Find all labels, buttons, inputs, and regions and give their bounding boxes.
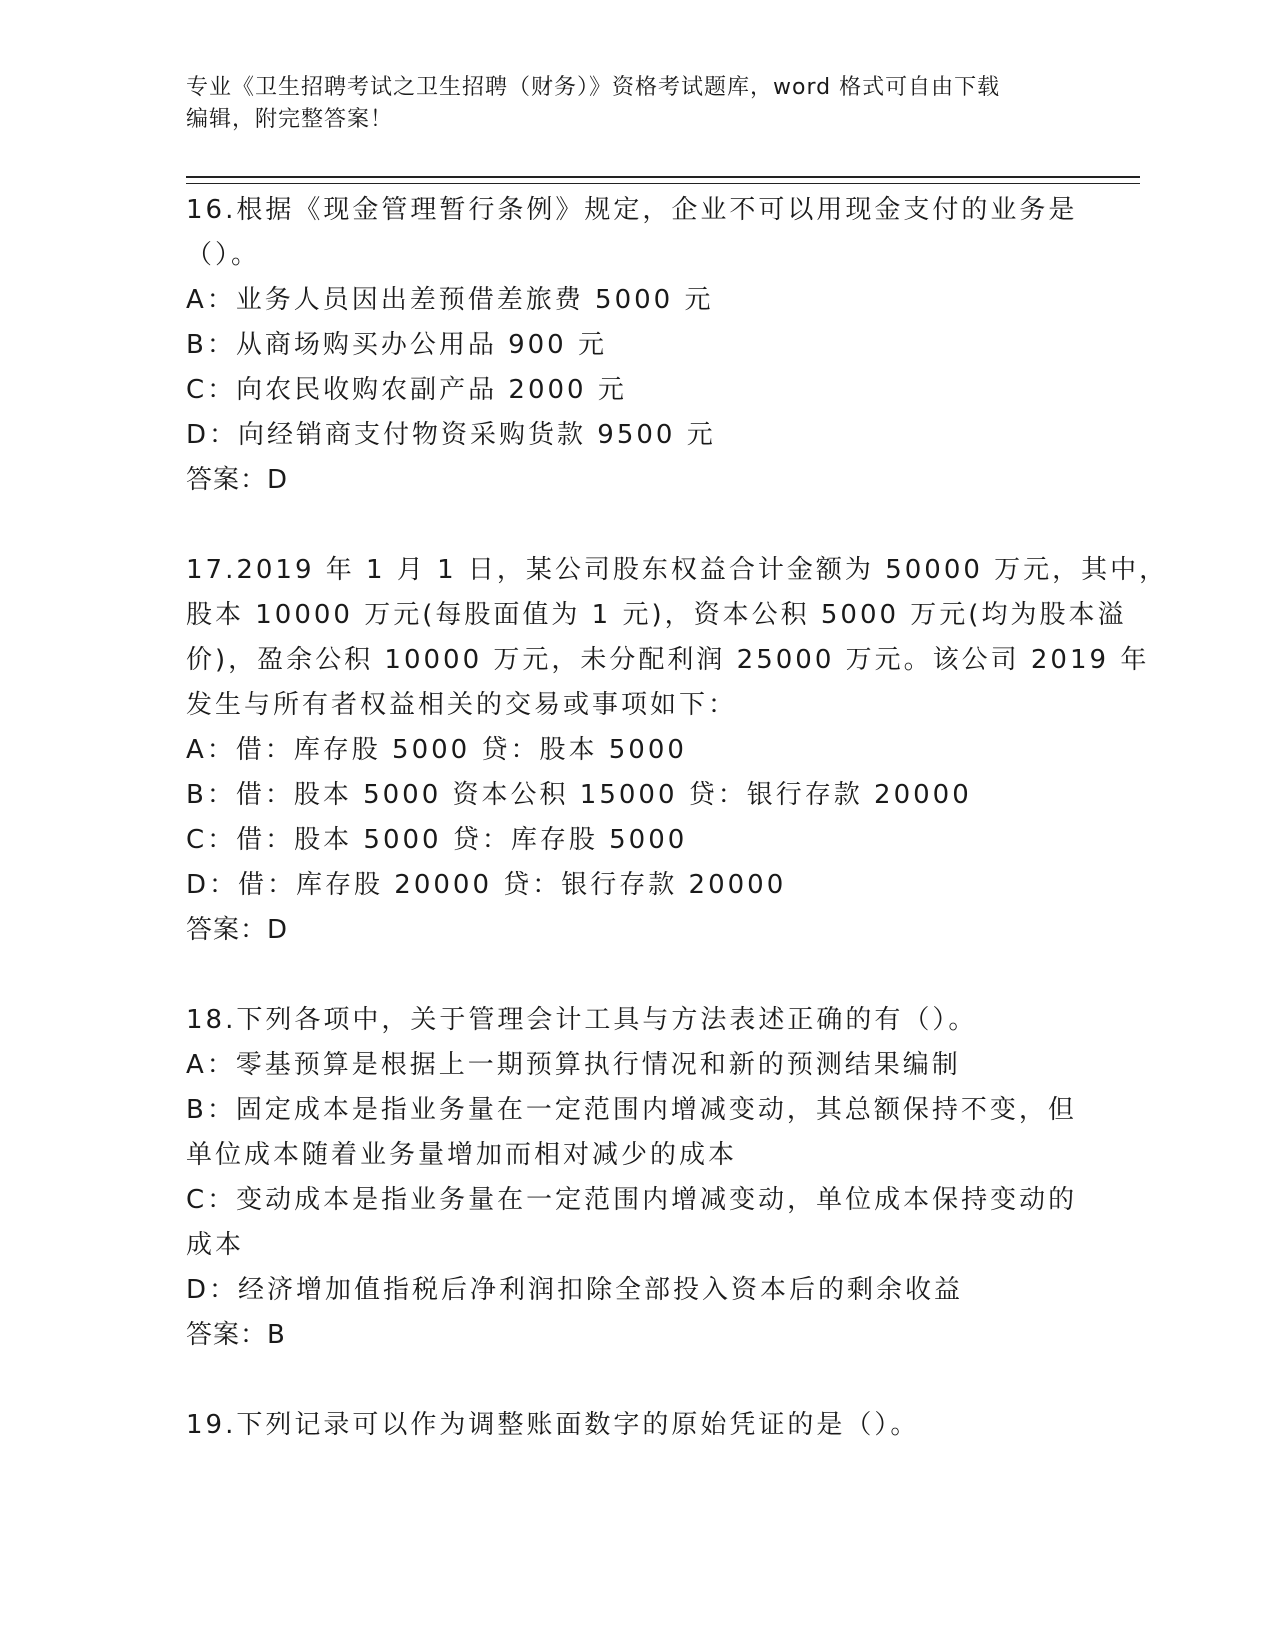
option-b: B：借：股本 5000 资本公积 15000 贷：银行存款 20000 <box>186 780 972 810</box>
option-c: C：向农民收购农副产品 2000 元 <box>186 375 627 405</box>
answer-label: 答案：D <box>186 915 289 945</box>
option-c-continued: 成本 <box>186 1230 245 1260</box>
document-header <box>186 72 1066 136</box>
question-list <box>186 188 1169 1448</box>
header-divider-thin <box>186 183 1140 184</box>
option-b: B：固定成本是指业务量在一定范围内增减变动，其总额保持不变，但 <box>186 1095 1077 1125</box>
option-b-continued: 单位成本随着业务量增加而相对减少的成本 <box>186 1140 738 1170</box>
option-d: D：向经销商支付物资采购货款 9500 元 <box>186 420 716 450</box>
question-stem: 19.下列记录可以作为调整账面数字的原始凭证的是（）。 <box>186 1410 920 1440</box>
question-18 <box>186 998 1086 1358</box>
header-line-2: 编辑，附完整答案！ <box>186 107 394 132</box>
option-c: C：借：股本 5000 贷：库存股 5000 <box>186 825 688 855</box>
answer-label: 答案：D <box>186 465 289 495</box>
question-stem: 17.2019 年 1 月 1 日，某公司股东权益合计金额为 50000 万元，其中， <box>186 555 1169 585</box>
question-stem: 发生与所有者权益相关的交易或事项如下： <box>186 690 738 720</box>
question-stem: 16.根据《现金管理暂行条例》规定，企业不可以用现金支付的业务是 <box>186 195 1078 225</box>
question-stem: 价)，盈余公积 10000 万元，未分配利润 25000 万元。该公司 2019 年 <box>186 645 1150 675</box>
question-stem: （）。 <box>186 240 261 270</box>
option-c: C：变动成本是指业务量在一定范围内增减变动，单位成本保持变动的 <box>186 1185 1078 1215</box>
question-stem: 18.下列各项中，关于管理会计工具与方法表述正确的有（）。 <box>186 1005 978 1035</box>
option-d: D：经济增加值指税后净利润扣除全部投入资本后的剩余收益 <box>186 1275 964 1305</box>
question-stem: 股本 10000 万元(每股面值为 1 元)，资本公积 5000 万元(均为股本溢 <box>186 600 1127 630</box>
spacer <box>186 503 1086 548</box>
question-16 <box>186 188 1086 503</box>
answer-label: 答案：B <box>186 1320 286 1350</box>
spacer <box>186 1358 1086 1403</box>
header-divider-thick <box>186 176 1140 178</box>
question-19 <box>186 1403 1086 1448</box>
header-line-1: 专业《卫生招聘考试之卫生招聘（财务）》资格考试题库，word 格式可自由下载 <box>186 75 1001 100</box>
option-a: A：零基预算是根据上一期预算执行情况和新的预测结果编制 <box>186 1050 961 1080</box>
spacer <box>186 953 1086 998</box>
option-a: A：业务人员因出差预借差旅费 5000 元 <box>186 285 714 315</box>
question-17 <box>186 548 1169 953</box>
option-b: B：从商场购买办公用品 900 元 <box>186 330 607 360</box>
option-a: A：借：库存股 5000 贷：股本 5000 <box>186 735 687 765</box>
option-d: D：借：库存股 20000 贷：银行存款 20000 <box>186 870 787 900</box>
